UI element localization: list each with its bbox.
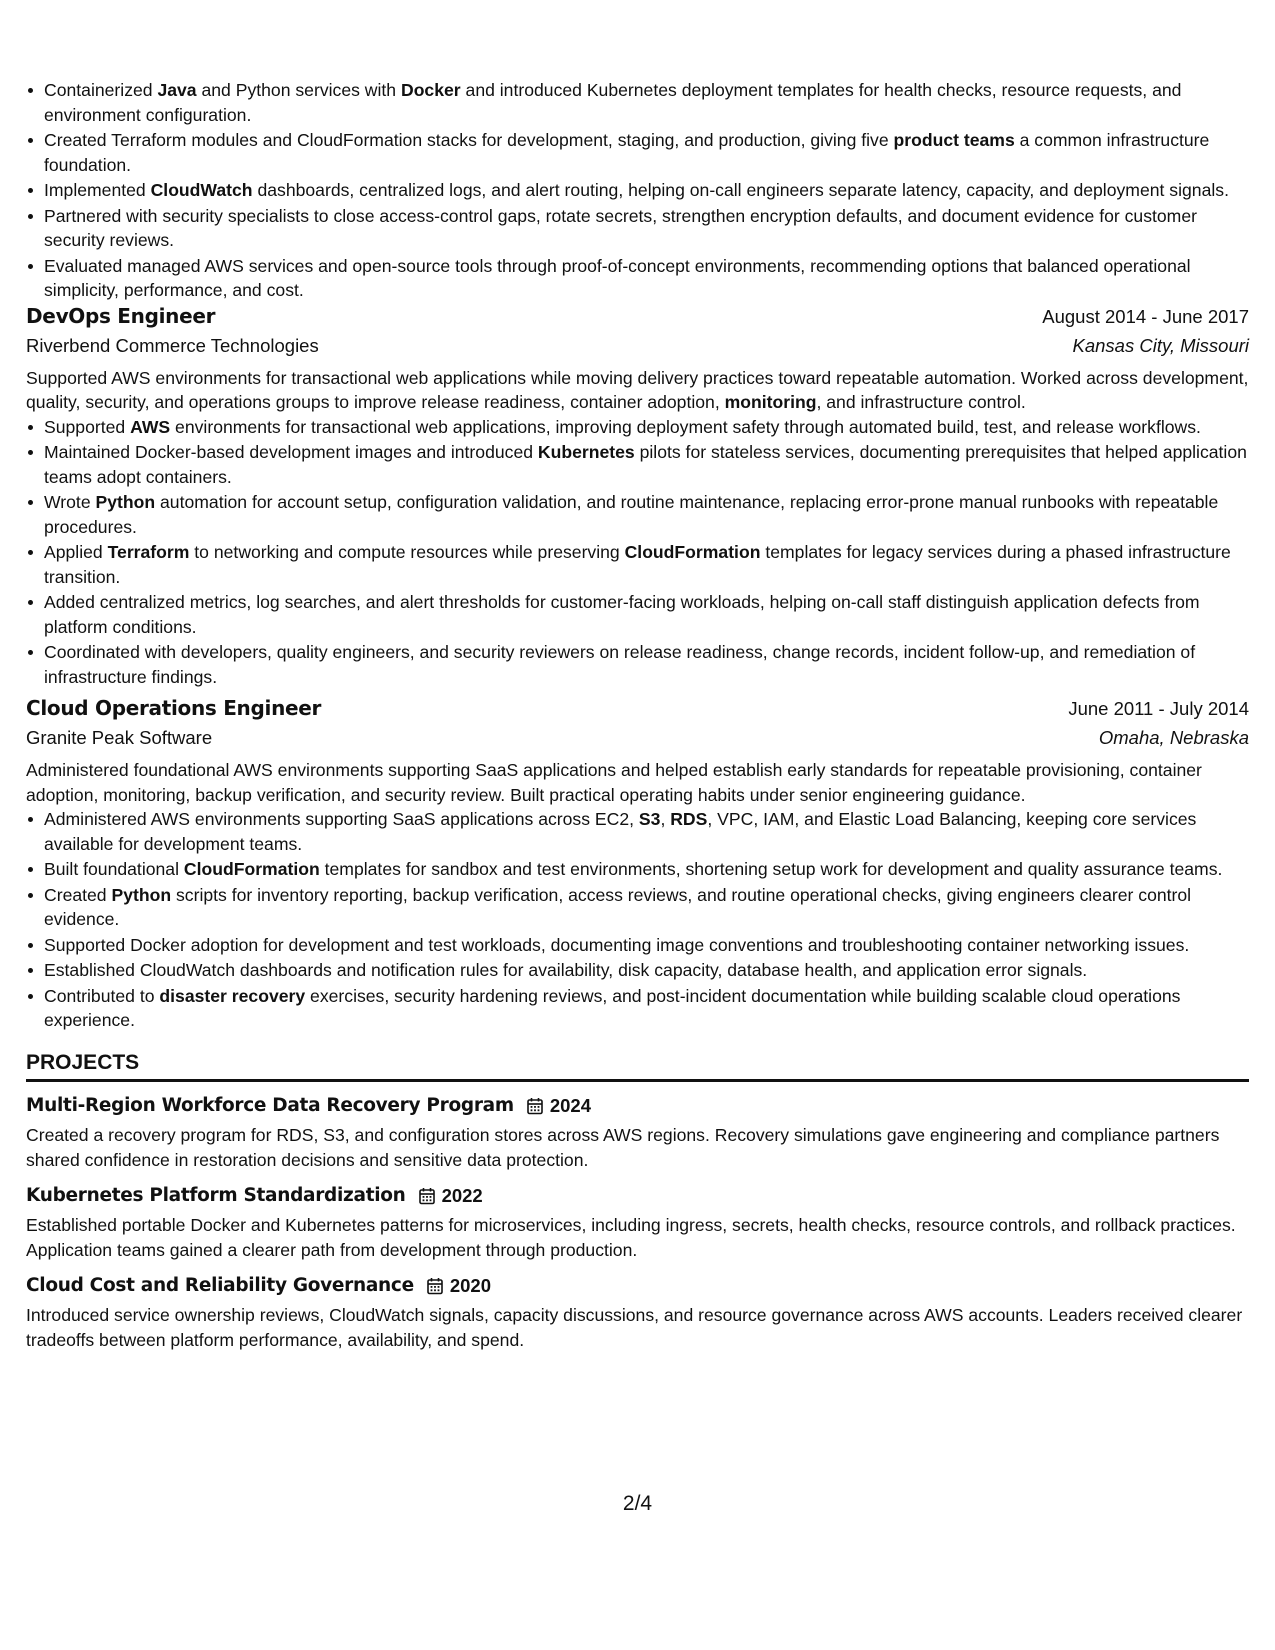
text-segment: Contributed to [44,985,160,1006]
job-entry [26,304,1249,690]
bold-term: RDS [670,809,708,829]
job-dates: June 2011 - July 2014 [1068,698,1249,719]
job-header [26,304,1249,334]
calendar-icon [418,1187,436,1205]
text-segment: Administered AWS environments supporting SaaS applications across EC2, [44,809,639,829]
text-segment: Containerized [44,80,158,100]
bullet-item [26,178,1249,203]
bold-term: Docker [400,80,461,100]
job-summary [26,758,1249,807]
bullet-item [26,958,1249,983]
project-description: Created a recovery program for RDS, S3, and configuration stores across AWS regions. Recovery simulations gave engineering and compliance partners shared confidence in restoration decisions and sensitive data protection. [26,1125,1220,1170]
text-segment: Supported Docker adoption for development and test workloads, documenting image conventions and troubleshooting container networking issues. [44,934,1190,955]
text-segment: Evaluated managed AWS services and open-source tools through proof-of-concept environments, recommending options that balanced operational simplicity, performance, and cost. [44,255,1191,300]
bullet-item [26,254,1249,303]
bullet-item [26,540,1249,589]
text-segment: templates for legacy services during a phased infrastructure transition. [44,542,1231,587]
text-segment: , VPC, IAM, and Elastic Load Balancing, keeping core services available for development teams. [44,809,1197,854]
project-header [26,1181,1249,1211]
text-segment: Supported [44,416,131,437]
text-segment: , and infrastructure control. [816,392,1026,412]
text-segment: to networking and compute resources while preserving [189,542,625,562]
bullet-item [26,857,1249,882]
text-segment: automation for account setup, configuration validation, and routine maintenance, replacing error-prone manual runbooks with repeatable procedures. [44,492,1219,537]
calendar-icon [526,1097,544,1115]
text-segment: Created [44,884,112,905]
company-name: Granite Peak Software [26,727,213,748]
bold-term: CloudFormation [183,859,320,879]
job-dates: August 2014 - June 2017 [1042,305,1249,327]
project-year: 2024 [549,1094,591,1116]
text-segment: Wrote [44,492,96,512]
bullet-item [26,640,1249,689]
job-location: Omaha, Nebraska [1098,727,1249,748]
bullet-item [26,415,1249,440]
text-segment: Applied [44,542,108,562]
bold-term: monitoring [724,392,817,412]
resume-page [26,78,1249,1352]
job-title: Cloud Operations Engineer [26,696,322,720]
bold-term: Python [95,492,156,512]
bold-term: Java [157,80,197,100]
text-segment: Supported AWS environments for transactional web applications while moving delivery practices toward repeatable automation. Worked across development, quality, security, and operations groups to improve release readiness, container adoption, [26,367,1249,412]
job-entry [26,696,1249,1033]
project-year: 2020 [449,1274,491,1296]
bullet-item [26,807,1249,856]
bold-term: CloudWatch [150,180,253,200]
bold-term: Python [111,884,172,905]
previous-job-bullets [26,78,1249,303]
bullet-item [26,440,1249,489]
text-segment: Added centralized metrics, log searches, and alert thresholds for customer-facing workloads, helping on-call staff distinguish application defects from platform conditions. [44,592,1200,637]
project-title: Multi-Region Workforce Data Recovery Program [26,1094,514,1116]
calendar-icon [426,1277,444,1295]
project-year: 2022 [441,1184,483,1206]
text-segment: and Python services with [196,80,401,100]
bullet-item [26,128,1249,177]
bullet-item [26,883,1249,932]
projects-heading: PROJECTS [26,1051,1249,1083]
job-bullets [26,807,1249,1033]
bold-term: product teams [893,130,1015,150]
text-segment: Partnered with security specialists to close access-control gaps, rotate secrets, strengthen encryption defaults, and document evidence for customer security reviews. [44,205,1197,250]
bold-term: CloudFormation [624,542,761,562]
text-segment: pilots for stateless services, documenting prerequisites that helped application teams adopt containers. [44,442,1247,487]
bold-term: S3 [638,809,661,829]
bold-term: disaster recovery [159,985,306,1006]
text-segment: Created Terraform modules and CloudFormation stacks for development, staging, and production, giving five [44,130,894,150]
project-entry [26,1181,1249,1262]
project-header [26,1271,1249,1301]
bold-term: Kubernetes [537,442,635,462]
bullet-item [26,984,1249,1033]
company-name: Riverbend Commerce Technologies [26,334,319,356]
text-segment: Administered foundational AWS environments supporting SaaS applications and helped establish early standards for repeatable provisioning, container adoption, monitoring, backup verification, and security review. Built practical operating habits under senior engineering guidance. [26,760,1202,805]
text-segment: Built foundational [44,859,184,879]
project-description: Established portable Docker and Kubernetes patterns for microservices, including ingress, secrets, health checks, resource controls, and rollback practices. Application teams gained a clearer path from development through production. [26,1215,1236,1260]
job-title: DevOps Engineer [26,303,216,328]
project-entry [26,1271,1249,1352]
bullet-item [26,933,1249,958]
project-header [26,1091,1249,1121]
bold-term: Terraform [107,542,190,562]
text-segment: , [660,809,671,829]
bullet-item [26,490,1249,539]
job-summary [26,366,1249,415]
text-segment: and introduced Kubernetes deployment templates for health checks, resource requests, and environment configuration. [44,80,1182,125]
bullet-item [26,204,1249,253]
project-entry [26,1091,1249,1172]
text-segment: Coordinated with developers, quality engineers, and security reviewers on release readiness, change records, incident follow-up, and remediation of infrastructure findings. [44,642,1196,687]
job-subheader [26,334,1249,364]
job-location: Kansas City, Missouri [1072,334,1249,356]
bold-term: AWS [130,416,171,437]
text-segment: a common infrastructure foundation. [44,130,1210,175]
text-segment: Maintained Docker-based development images and introduced [44,442,538,462]
project-description: Introduced service ownership reviews, CloudWatch signals, capacity discussions, and resource governance across AWS accounts. Leaders received clearer tradeoffs between platform performance, availability, and spend. [26,1305,1243,1350]
bullet-item [26,590,1249,639]
text-segment: Established CloudWatch dashboards and notification rules for availability, disk capacity, database health, and application error signals. [44,960,1088,980]
text-segment: templates for sandbox and test environments, shortening setup work for development and quality assurance teams. [319,859,1223,879]
bullet-item [26,78,1249,127]
text-segment: scripts for inventory reporting, backup verification, access reviews, and routine operational checks, giving engineers clearer control evidence. [44,884,1192,929]
text-segment: dashboards, centralized logs, and alert routing, helping on-call engineers separate latency, capacity, and deployment signals. [252,180,1229,200]
experience-list [26,304,1249,1033]
projects-list [26,1091,1249,1352]
job-bullets [26,415,1249,690]
project-title: Kubernetes Platform Standardization [26,1184,406,1206]
page-number: 2/4 [622,1492,653,1515]
text-segment: environments for transactional web applications, improving deployment safety through automated build, test, and release workflows. [170,416,1201,437]
project-title: Cloud Cost and Reliability Governance [26,1274,414,1296]
text-segment: Implemented [44,180,151,200]
text-segment: exercises, security hardening reviews, and post-incident documentation while building scalable cloud operations experience. [44,985,1181,1030]
job-header [26,696,1249,726]
job-subheader [26,726,1249,756]
